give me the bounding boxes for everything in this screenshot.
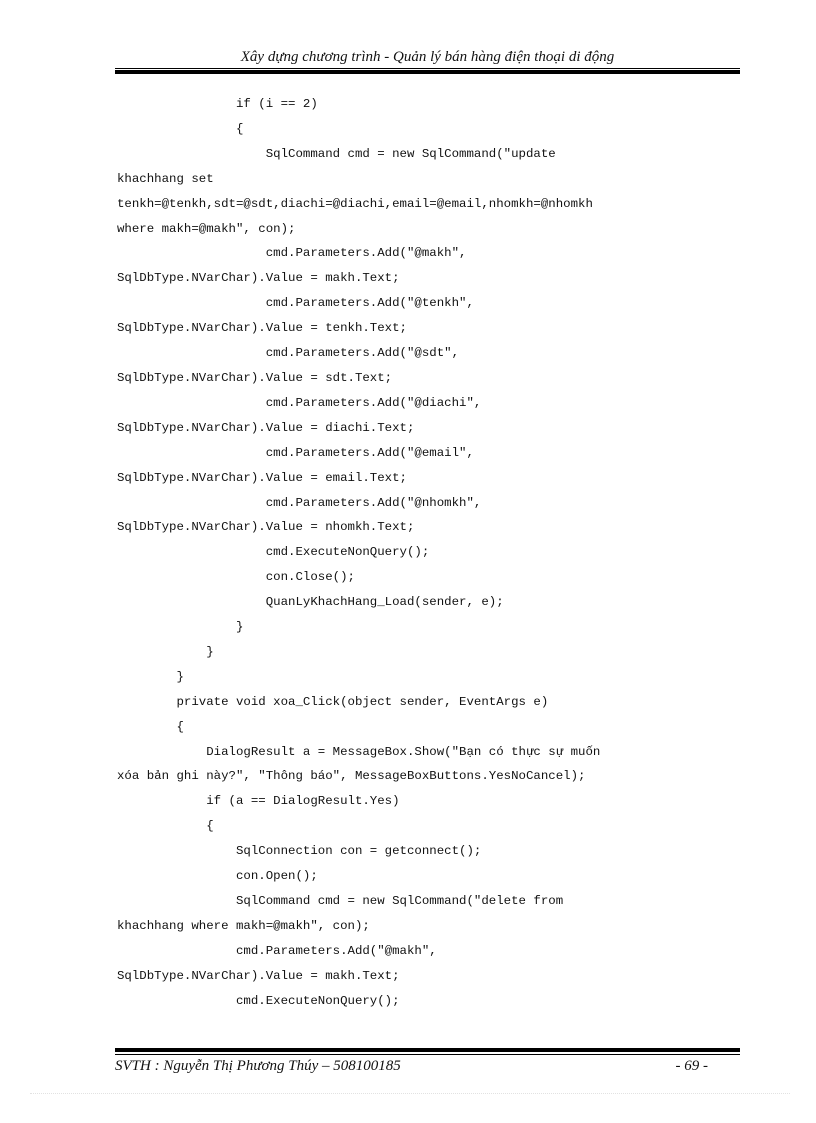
code-line: SqlDbType.NVarChar).Value = nhomkh.Text; [117,520,415,535]
code-line: tenkh=@tenkh,sdt=@sdt,diachi=@diachi,email=@email,nhomkh=@nhomkh [117,196,593,211]
code-line: } [117,644,214,659]
code-line: cmd.Parameters.Add("@makh", [117,943,437,958]
code-line: cmd.Parameters.Add("@makh", [117,246,467,261]
code-line: SqlCommand cmd = new SqlCommand("update [117,146,556,161]
page-edge-divider [30,1093,790,1094]
footer-rule-thick [115,1048,740,1052]
header-rule-thin [115,68,740,69]
code-line: } [117,620,244,635]
code-line: cmd.ExecuteNonQuery(); [117,545,430,560]
code-line: khachhang set [117,171,214,186]
code-line: if (a == DialogResult.Yes) [117,794,400,809]
code-line: cmd.Parameters.Add("@nhomkh", [117,495,482,510]
code-line: cmd.Parameters.Add("@email", [117,445,474,460]
code-line: { [117,819,214,834]
code-line: SqlDbType.NVarChar).Value = makh.Text; [117,271,400,286]
code-line: } [117,669,184,684]
code-line: khachhang where makh=@makh", con); [117,918,370,933]
code-line: where makh=@makh", con); [117,221,296,236]
code-line: SqlCommand cmd = new SqlCommand("delete from [117,894,564,908]
code-line: if (i == 2) [117,97,318,111]
footer-page-number: - 69 - [675,1058,708,1074]
code-line: SqlDbType.NVarChar).Value = tenkh.Text; [117,321,407,336]
code-line: SqlDbType.NVarChar).Value = makh.Text; [117,968,400,983]
header-rule-thick [115,70,740,74]
code-line: cmd.Parameters.Add("@diachi", [117,395,482,410]
code-line: { [117,121,244,136]
code-line: private void xoa_Click(object sender, EventArgs e) [117,694,549,709]
code-line: SqlDbType.NVarChar).Value = diachi.Text; [117,420,415,435]
code-line: QuanLyKhachHang_Load(sender, e); [117,595,504,610]
code-line: DialogResult a = MessageBox.Show("Bạn có thực sự muốn [117,744,601,759]
code-block [117,92,740,1014]
page-header-title: Xây dựng chương trình - Quản lý bán hàng điện thoại di động [240,49,615,65]
code-line: { [117,719,184,734]
code-line: SqlDbType.NVarChar).Value = email.Text; [117,470,407,485]
code-line: SqlConnection con = getconnect(); [117,844,482,859]
code-line: con.Close(); [117,570,355,585]
code-line: cmd.ExecuteNonQuery(); [117,993,400,1008]
footer-author: SVTH : Nguyễn Thị Phương Thúy – 508100185 [115,1058,401,1074]
code-line: cmd.Parameters.Add("@tenkh", [117,296,474,311]
code-line: con.Open(); [117,869,318,884]
footer-rule-thin [115,1054,740,1055]
code-line: cmd.Parameters.Add("@sdt", [117,346,460,361]
code-line: xóa bản ghi này?", "Thông báo", MessageBoxButtons.YesNoCancel); [117,769,586,784]
code-line: SqlDbType.NVarChar).Value = sdt.Text; [117,370,393,385]
